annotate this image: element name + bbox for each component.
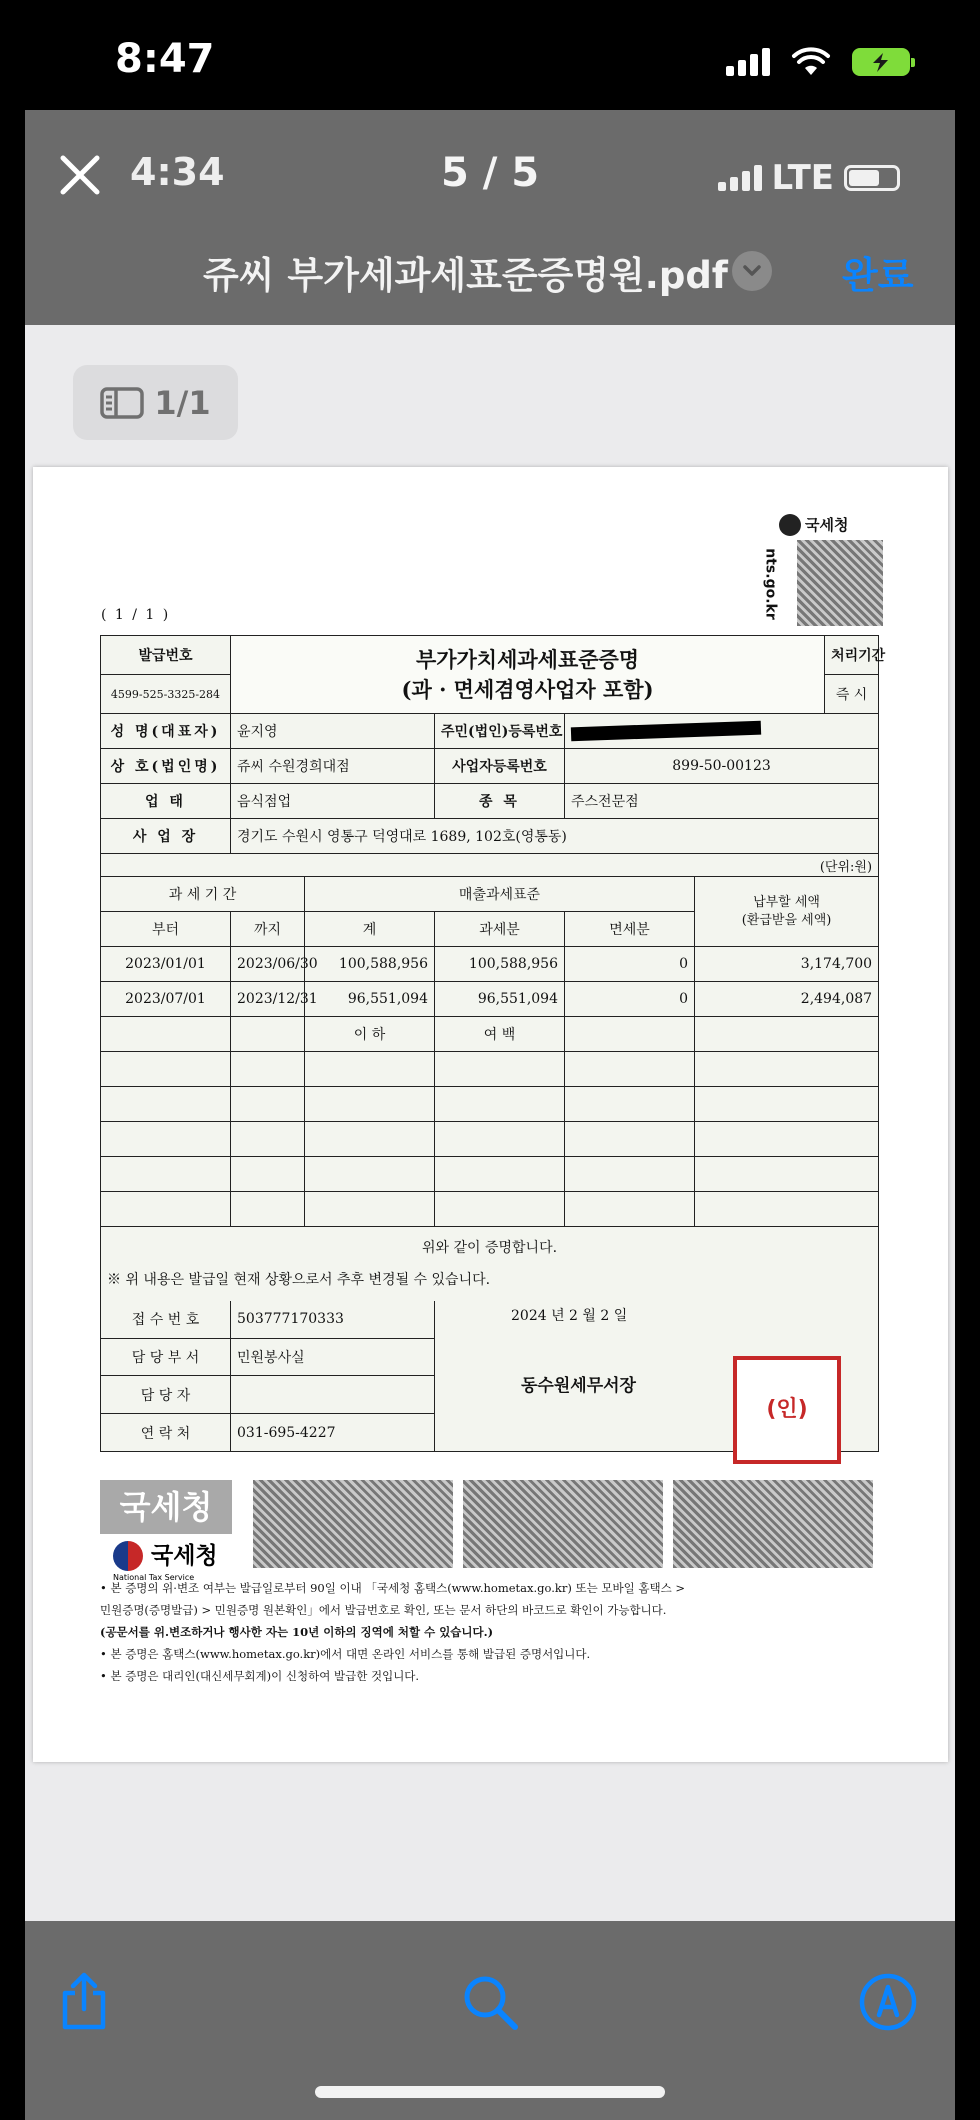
page-mark: ( 1 / 1 ) [101, 607, 171, 623]
markup-icon[interactable] [857, 1971, 919, 2033]
place-label: 사 업 장 [101, 819, 231, 854]
home-indicator[interactable] [315, 2086, 665, 2098]
inner-status-icons [718, 158, 900, 198]
col-taxable: 과세분 [435, 912, 565, 947]
page-indicator: 5 / 5 [440, 150, 540, 196]
outer-status-bar [0, 0, 980, 110]
network-type: LTE [771, 158, 834, 198]
cellular-signal-icon [718, 165, 762, 191]
row1-total: 100,588,956 [305, 947, 435, 982]
redaction-bar [571, 721, 761, 742]
nts-bottom-logo-en: National Tax Service [113, 1573, 195, 1582]
dept-value: 민원봉사실 [231, 1338, 435, 1376]
row2-to: 2023/12/31 [231, 982, 305, 1017]
name-label: 성 명(대표자) [101, 714, 231, 749]
footer-note-2: 민원증명(증명발급) > 민원증명 원본확인」에서 발급번호로 확인, 또는 문서 하단의 바코드로 확인이 가능합니다. [100, 1603, 667, 1617]
staff-value [231, 1376, 435, 1414]
processing-label: 처리기간 [825, 636, 879, 675]
nts-top-logo-text: 국세청 [805, 516, 849, 534]
nts-bottom-logo-name: 국세청 [151, 1543, 218, 1569]
nts-emblem-icon [779, 514, 801, 536]
chevron-down-icon[interactable] [732, 251, 772, 291]
blank-mark-2: 여 백 [435, 1017, 565, 1052]
outer-clock: 8:47 [115, 36, 215, 82]
battery-charging-icon [852, 48, 910, 76]
battery-icon [844, 165, 900, 191]
page-thumbnail-toggle[interactable] [73, 365, 238, 440]
col-to: 까지 [231, 912, 305, 947]
biz-type-value: 음식점업 [231, 784, 435, 819]
tax-office-name: 동수원세무서장 [521, 1376, 636, 1396]
resident-label: 주민(법인)등록번호 [435, 714, 565, 749]
footer-notes [100, 1577, 890, 1687]
certify-text: 위와 같이 증명합니다. [421, 1240, 558, 1256]
biz-type-label: 업 태 [101, 784, 231, 819]
official-seal [733, 1356, 841, 1464]
paid-header [695, 877, 879, 947]
footer-note-5: • 본 증명은 대리인(대신세무회계)이 신청하여 발급한 것입니다. [100, 1669, 420, 1683]
biz-item-value: 주스전문점 [565, 784, 879, 819]
row2-total: 96,551,094 [305, 982, 435, 1017]
document-title [231, 636, 825, 714]
processing-value: 즉 시 [825, 675, 879, 714]
outer-status-icons [726, 46, 910, 78]
nts-logo-box: 국세청 [100, 1480, 232, 1534]
row1-from: 2023/01/01 [101, 947, 231, 982]
document-filename[interactable]: 쥬씨 부가세과세표준증명원.pdf [203, 254, 728, 297]
row1-taxable: 100,588,956 [435, 947, 565, 982]
search-icon[interactable] [459, 1971, 521, 2033]
page-count: 1/1 [154, 383, 211, 422]
wifi-icon [792, 48, 830, 76]
name-value: 윤지영 [231, 714, 435, 749]
resident-value [565, 714, 879, 749]
inner-clock: 4:34 [130, 150, 225, 194]
issue-no-value: 4599-525-3325-284 [101, 675, 231, 714]
table-row [101, 982, 879, 1017]
col-total: 계 [305, 912, 435, 947]
unit-label: (단위:원) [101, 854, 879, 877]
certify-cell [101, 1227, 879, 1302]
barcode-1 [253, 1480, 453, 1568]
col-from: 부터 [101, 912, 231, 947]
contact-value: 031-695-4227 [231, 1414, 435, 1452]
row2-tax: 2,494,087 [695, 982, 879, 1017]
sidebar-icon [100, 387, 144, 419]
issue-date: 2024 년 2 월 2 일 [511, 1308, 628, 1324]
document-page [33, 467, 948, 1762]
contact-label: 연 락 처 [101, 1414, 231, 1452]
seal-mark: (인) [766, 1397, 808, 1422]
bizno-label: 사업자등록번호 [435, 749, 565, 784]
barcode-2 [463, 1480, 663, 1568]
done-button[interactable]: 완료 [842, 245, 913, 299]
certificate-table [100, 635, 886, 1452]
share-icon[interactable] [53, 1971, 115, 2033]
col-exempt: 면세분 [565, 912, 695, 947]
place-value: 경기도 수원시 영통구 덕영대로 1689, 102호(영통동) [231, 819, 879, 854]
row1-exempt: 0 [565, 947, 695, 982]
paid-header-sub: (환급받을 세액) [741, 912, 832, 928]
cellular-signal-icon [726, 48, 770, 76]
barcode-3 [673, 1480, 873, 1568]
table-row [101, 947, 879, 982]
staff-label: 담 당 자 [101, 1376, 231, 1414]
footer-note-3: (공문서를 위.변조하거나 행사한 자는 10년 이하의 징역에 처할 수 있습니다.) [100, 1625, 494, 1639]
title-sub: (과 · 면세겸영사업자 포함) [401, 676, 654, 702]
sales-header: 매출과세표준 [305, 877, 695, 912]
phone-screen [25, 110, 955, 2120]
period-header: 과 세 기 간 [101, 877, 305, 912]
blank-mark-1: 이 하 [305, 1017, 435, 1052]
company-label: 상 호(법인명) [101, 749, 231, 784]
bizno-value: 899-50-00123 [565, 749, 879, 784]
footer-note-4: • 본 증명은 홈택스(www.hometax.go.kr)에서 대면 온라인 서비스를 통해 발급된 증명서입니다. [100, 1647, 591, 1661]
company-value: 쥬씨 수원경희대점 [231, 749, 435, 784]
nts-top-logo [762, 514, 891, 634]
row1-to: 2023/06/30 [231, 947, 305, 982]
filename-row [25, 245, 955, 305]
biz-item-label: 종 목 [435, 784, 565, 819]
title-main: 부가가치세과세표준증명 [415, 646, 640, 672]
receipt-value: 503777170333 [231, 1301, 435, 1338]
row2-exempt: 0 [565, 982, 695, 1017]
nts-url: nts.go.kr [762, 548, 779, 620]
row1-tax: 3,174,700 [695, 947, 879, 982]
paid-header-main: 납부할 세액 [753, 894, 820, 910]
row2-taxable: 96,551,094 [435, 982, 565, 1017]
top-qr-code [797, 540, 883, 626]
footer-note-1: • 본 증명의 위·변조 여부는 발급일로부터 90일 이내 「국세청 홈택스(www.hometax.go.kr) 또는 모바일 홈택스 > [100, 1581, 685, 1595]
issue-no-label: 발급번호 [101, 636, 231, 675]
receipt-label: 접 수 번 호 [101, 1301, 231, 1338]
note-text: ※ 위 내용은 발급일 현재 상황으로서 추후 변경될 수 있습니다. [107, 1272, 491, 1288]
viewer-top-bar [25, 110, 955, 325]
dept-label: 담 당 부 서 [101, 1338, 231, 1376]
row2-from: 2023/07/01 [101, 982, 231, 1017]
taegeuk-icon [113, 1541, 143, 1571]
